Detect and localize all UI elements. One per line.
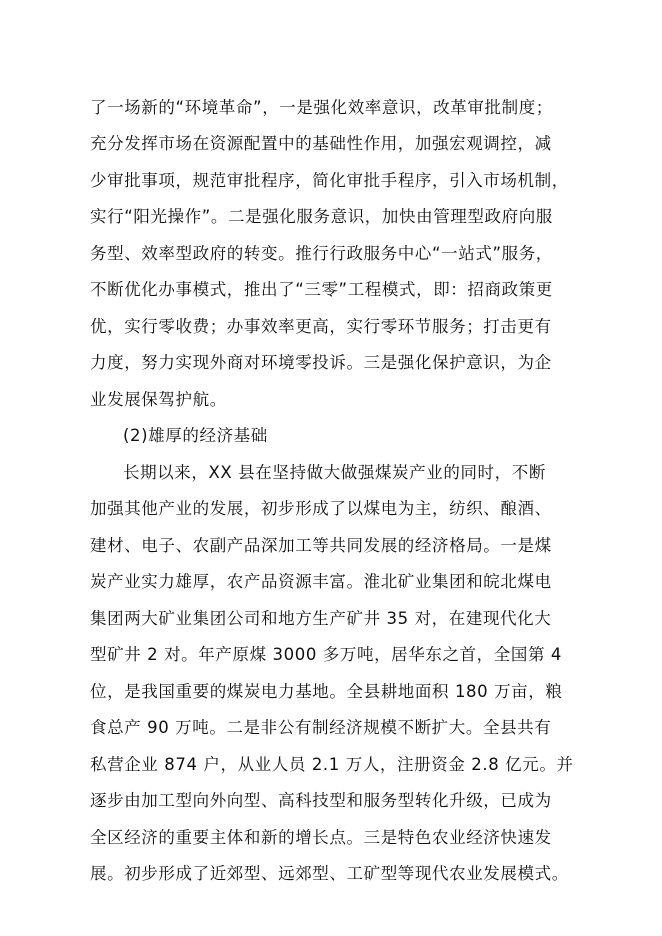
section-heading: [0, 421, 662, 451]
text-content: 型矿井 2 对。年产原煤 3000 多万吨，居华东之首，全国第 4: [90, 645, 563, 664]
text-line-2: [0, 129, 662, 159]
text-line-14: [0, 567, 662, 597]
text-content: 业发展保驾护航。: [90, 390, 227, 409]
text-line-9: [0, 385, 662, 415]
text-line-5: [0, 239, 662, 269]
text-content: 建材、电子、农副产品深加工等共同发展的经济格局。一是煤: [90, 536, 552, 555]
text-content: 全区经济的重要主体和新的增长点。三是特色农业经济快速发: [90, 828, 552, 847]
text-line-15: [0, 604, 662, 634]
text-content: 少审批事项，规范审批程序，简化审批手程序，引入市场机制，: [90, 171, 569, 190]
text-line-4: [0, 202, 662, 232]
text-line-6: [0, 275, 662, 305]
text-content: 集团两大矿业集团公司和地方生产矿井 35 对，在建现代化大: [90, 609, 552, 628]
text-content: 了一场新的“环境革命”，一是强化效率意识，改革审批制度；: [90, 98, 553, 117]
text-line-11: [0, 458, 662, 488]
text-line-22: [0, 859, 662, 889]
text-content: 私营企业 874 户，从业人员 2.1 万人，注册资金 2.8 亿元。并: [90, 755, 574, 774]
text-line-8: [0, 348, 662, 378]
text-line-16: [0, 640, 662, 670]
text-content: 展。初步形成了近郊型、远郊型、工矿型等现代农业发展模式。: [90, 864, 569, 883]
text-content: 不断优化办事模式，推出了“三零”工程模式，即：招商政策更: [90, 280, 553, 299]
text-content: 食总产 90 万吨。二是非公有制经济规模不断扩大。全县共有: [90, 718, 552, 737]
text-line-12: [0, 494, 662, 524]
text-content: 优，实行零收费；办事效率更高，实行零环节服务；打击更有: [90, 317, 552, 336]
text-line-1: [0, 93, 662, 123]
text-line-18: [0, 713, 662, 743]
text-line-7: [0, 312, 662, 342]
text-line-20: [0, 786, 662, 816]
text-content: 加强其他产业的发展，初步形成了以煤电为主，纺织、酿酒、: [90, 499, 552, 518]
text-line-3: [0, 166, 662, 196]
text-line-21: [0, 823, 662, 853]
text-line-17: [0, 677, 662, 707]
text-content: 炭产业实力雄厚，农产品资源丰富。淮北矿业集团和皖北煤电: [90, 572, 552, 591]
text-content: 实行“阳光操作”。二是强化服务意识，加快由管理型政府向服: [90, 207, 553, 226]
text-content: 充分发挥市场在资源配置中的基础性作用，加强宏观调控，减: [90, 134, 552, 153]
text-content: 长期以来，XX 县在坚持做大做强煤炭产业的同时，不断: [123, 463, 546, 482]
text-content: 力度，努力实现外商对环境零投诉。三是强化保护意识，为企: [90, 353, 552, 372]
text-content: 逐步由加工型向外向型、高科技型和服务型转化升级，已成为: [90, 791, 552, 810]
text-line-13: [0, 531, 662, 561]
text-content: 务型、效率型政府的转变。推行行政服务中心“一站式”服务，: [90, 244, 553, 263]
text-content: 位，是我国重要的煤炭电力基地。全县耕地面积 180 万亩，粮: [90, 682, 563, 701]
heading-text: (2)雄厚的经济基础: [123, 426, 268, 445]
text-line-19: [0, 750, 662, 780]
